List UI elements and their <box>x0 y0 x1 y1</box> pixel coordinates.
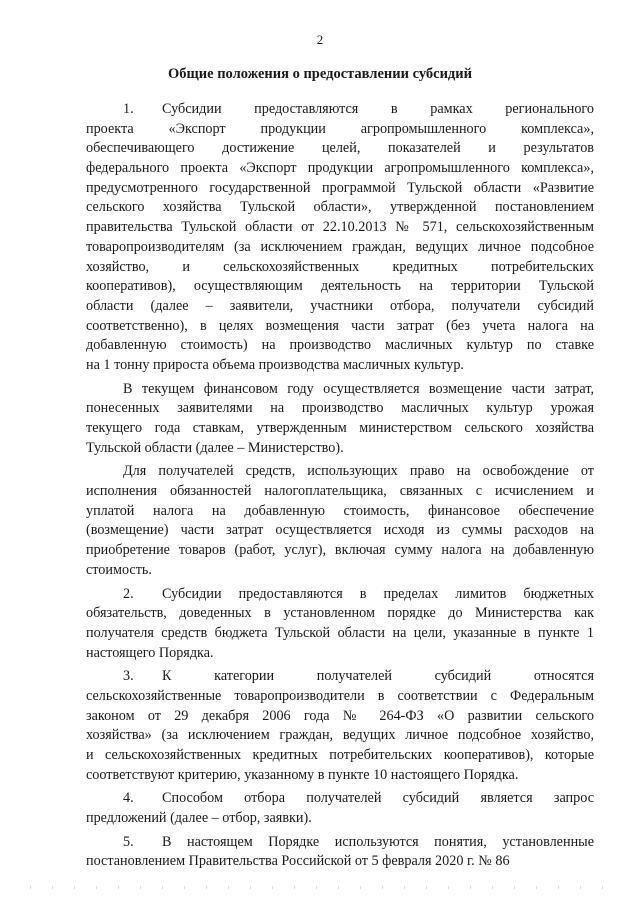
page-number: 2 <box>316 32 324 47</box>
paragraph-line: хозяйства» (за исключением граждан, ведущих личное подсобное хозяйство, <box>86 727 594 744</box>
paragraph-line: 2. Субсидии предоставляются в пределах лимитов бюджетных <box>123 585 594 602</box>
paragraph <box>86 833 594 872</box>
paragraph-line: сельского хозяйства Тульской области», утвержденной постановлением <box>86 199 594 216</box>
paragraph <box>86 100 594 376</box>
paragraph-line: 4. Способом отбора получателей субсидий является запрос <box>123 790 594 807</box>
paragraph <box>86 462 594 580</box>
paragraph <box>86 585 594 664</box>
paragraph-line: 3. К категории получателей субсидий относятся <box>123 668 594 685</box>
scan-artifact-dots <box>30 886 610 889</box>
paragraph-line: 5. В настоящем Порядке используются понятия, установленные <box>123 833 594 850</box>
paragraph-line: текущего года ставкам, утвержденным министерством сельского хозяйства <box>86 420 594 436</box>
paragraph-line: соответственно), в целях возмещения части затрат (без учета налога на <box>86 317 594 334</box>
paragraph-line: сельскохозяйственные товаропроизводители в соответствии с Федеральным <box>86 687 594 704</box>
paragraph-line: постановлением Правительства Российской от 5 февраля 2020 г. № 86 <box>86 853 510 870</box>
paragraph-line: понесенных заявителями на производство масличных культур урожая <box>86 400 594 417</box>
paragraph-line: на 1 тонну прироста объема производства масличных культур. <box>86 356 464 373</box>
paragraph-line: уплатой налога на добавленную стоимость, финансовое обеспечение <box>86 502 594 519</box>
paragraph-line: приобретение товаров (работ, услуг), включая сумму налога на добавленную <box>86 542 594 559</box>
paragraph-line: предложений (далее – отбор, заявки). <box>86 810 312 827</box>
paragraph-line: предусмотренного государственной программой Тульской области «Развитие <box>86 179 594 196</box>
paragraph-line: области (далее – заявители, участники отбора, получатели субсидий <box>86 297 594 314</box>
paragraph-line: настоящего Порядка. <box>86 644 214 661</box>
paragraph-line: В текущем финансовом году осуществляется возмещение части затрат, <box>123 380 594 397</box>
paragraph <box>86 667 594 785</box>
paragraph-line: получателя средств бюджета Тульской области на цели, указанные в пункте 1 <box>86 624 594 641</box>
paragraph-line: правительства Тульской области от 22.10.2013 № 571, сельскохозяйственным <box>86 219 594 236</box>
paragraph-line: обязательств, доведенных в установленном порядке до Министерства как <box>86 605 594 622</box>
paragraph-line: кооперативов), осуществляющим деятельность на территории Тульской <box>86 278 594 295</box>
paragraph-line: (возмещение) части затрат осуществляется исходя из суммы расходов на <box>86 522 594 539</box>
paragraph <box>86 789 594 828</box>
paragraph-line: исполнения обязанностей налогоплательщика, связанных с исчислением и <box>86 483 594 500</box>
paragraph-line: обеспечивающего достижение целей, показателей и результатов <box>86 140 594 157</box>
paragraph-line: 1. Субсидии предоставляются в рамках регионального <box>123 101 594 117</box>
paragraph-line: Тульской области (далее – Министерство). <box>86 439 344 456</box>
paragraph-line: федерального проекта «Экспорт продукции агропромышленного комплекса», <box>86 160 594 177</box>
paragraph-line: законом от 29 декабря 2006 года № 264-ФЗ «О развитии сельского <box>86 707 594 724</box>
document-body <box>86 100 594 872</box>
paragraph-line: добавленную стоимость) на производство масличных культур по ставке <box>86 337 594 354</box>
paragraph-line: товаропроизводителям (за исключением граждан, ведущих личное подсобное <box>86 238 594 255</box>
paragraph-line: проекта «Экспорт продукции агропромышленного комплекса», <box>86 120 594 137</box>
paragraph-line: хозяйство, и сельскохозяйственных кредитных потребительских <box>86 258 594 275</box>
section-title: Общие положения о предоставлении субсидий <box>168 66 472 82</box>
paragraph-line: стоимость. <box>86 561 152 578</box>
paragraph-line: Для получателей средств, использующих право на освобождение от <box>123 463 594 480</box>
paragraph-line: соответствуют критерию, указанному в пункте 10 настоящего Порядка. <box>86 766 519 783</box>
paragraph-line: и сельскохозяйственных кредитных потребительских кооперативов), которые <box>86 747 594 763</box>
paragraph <box>86 380 594 459</box>
